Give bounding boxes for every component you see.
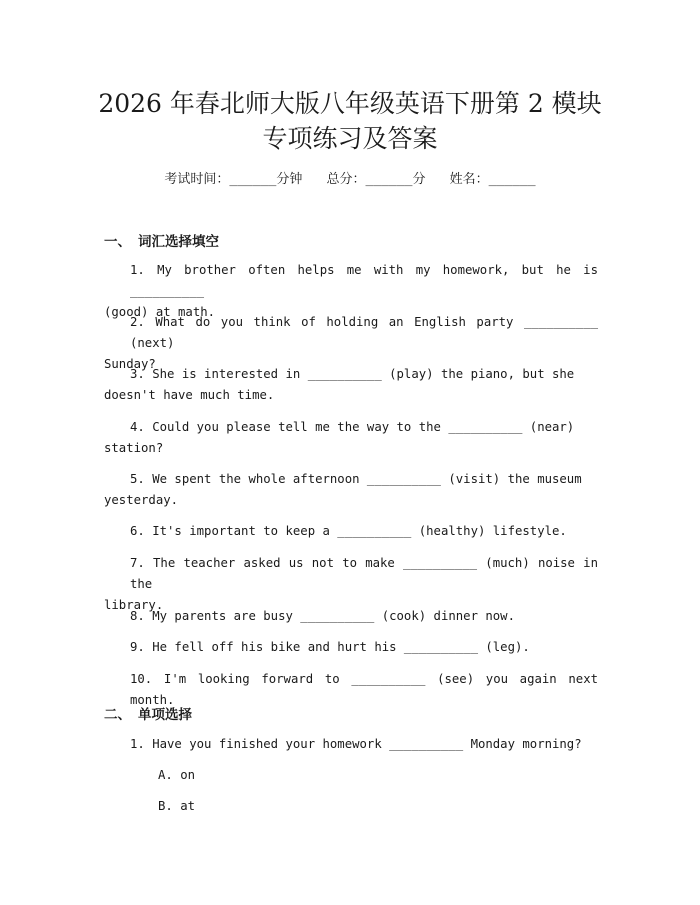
question-text-continued: library.: [104, 598, 164, 612]
section-title: 单项选择: [138, 707, 192, 723]
question-number: 6.: [130, 524, 145, 538]
name-blank: ______: [488, 172, 536, 187]
score-blank: ______: [365, 172, 413, 187]
question-text-continued: station?: [104, 441, 164, 455]
time-label: 考试时间：: [164, 172, 230, 187]
student-name: [450, 172, 536, 187]
question-number: 10.: [130, 672, 153, 686]
question-item: [104, 637, 598, 658]
page-title-line2: 专项练习及答案: [262, 124, 438, 153]
section-title: 词汇选择填空: [138, 234, 219, 250]
question-text: I'm looking forward to __________ (see) you again next month.: [130, 672, 599, 707]
question-text: We spent the whole afternoon __________ (visit) the museum: [152, 472, 582, 486]
exam-info: [0, 168, 700, 187]
score-label: 总分：: [326, 172, 366, 187]
question-text: Have you finished your homework __________ Monday morning?: [152, 737, 582, 751]
question-item: [104, 606, 598, 627]
question-number: 2.: [130, 315, 145, 329]
question-text: It's important to keep a __________ (healthy) lifestyle.: [152, 524, 567, 538]
score-unit: 分: [412, 172, 426, 187]
question-number: 8.: [130, 609, 145, 623]
section-heading-multiple-choice: [104, 703, 192, 723]
mc-question: [104, 734, 598, 755]
option-a[interactable]: A. on: [158, 768, 196, 782]
question-number: 1.: [130, 263, 145, 277]
question-text-continued: yesterday.: [104, 493, 179, 507]
time-unit: 分钟: [276, 172, 303, 187]
question-text: What do you think of holding an English party __________ (next): [130, 315, 599, 350]
exam-time: [164, 172, 302, 187]
question-text: My parents are busy __________ (cook) dinner now.: [152, 609, 515, 623]
name-label: 姓名：: [449, 172, 489, 187]
question-item: [104, 469, 598, 511]
option-b[interactable]: B. at: [158, 799, 196, 813]
question-item: [104, 521, 598, 542]
question-text-continued: (good) at math.: [104, 305, 216, 319]
question-number: 7.: [130, 556, 145, 570]
question-number: 9.: [130, 640, 145, 654]
section-heading-vocabulary: [104, 230, 219, 250]
question-text: Could you please tell me the way to the __________ (near): [152, 420, 575, 434]
question-item: [104, 417, 598, 459]
question-number: 4.: [130, 420, 145, 434]
question-text-continued: Sunday?: [104, 357, 156, 371]
time-blank: ______: [229, 172, 277, 187]
question-text-continued: doesn't have much time.: [104, 388, 275, 402]
section-number: 一、: [104, 234, 131, 250]
question-number: 3.: [130, 367, 145, 381]
question-text: The teacher asked us not to make __________ (much) noise in the: [130, 556, 598, 591]
exam-score: [327, 172, 426, 187]
question-item: [104, 364, 598, 406]
question-text: She is interested in __________ (play) the piano, but she: [152, 367, 575, 381]
question-number: 5.: [130, 472, 145, 486]
question-number: 1.: [130, 737, 145, 751]
page-title-line1: 2026 年春北师大版八年级英语下册第 2 模块: [98, 89, 602, 118]
question-text: My brother often helps me with my homework, but he is __________: [130, 263, 598, 298]
question-text: He fell off his bike and hurt his __________ (leg).: [152, 640, 530, 654]
section-number: 二、: [104, 707, 131, 723]
